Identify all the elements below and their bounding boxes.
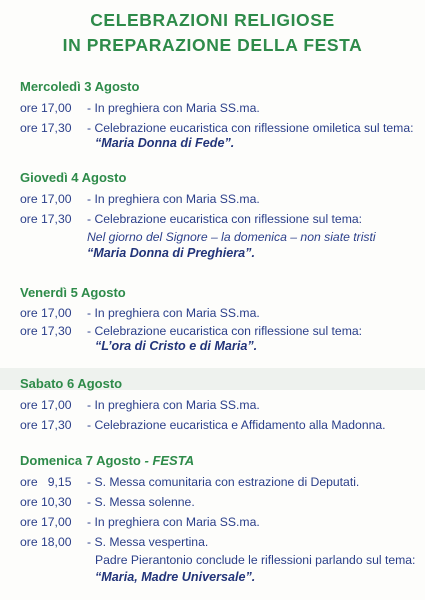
schedule-time: ore 17,30 — [20, 418, 72, 432]
schedule-time: ore 17,30 — [20, 324, 72, 338]
schedule-text: - S. Messa comunitaria con estrazione di Deputati. — [87, 475, 360, 489]
schedule-time: ore 17,30 — [20, 212, 72, 226]
schedule-time: ore 18,00 — [20, 535, 72, 549]
schedule-time: ore 17,00 — [20, 192, 72, 206]
theme-title: “Maria Donna di Fede”. — [95, 136, 235, 150]
schedule-text: - In preghiera con Maria SS.ma. — [87, 101, 260, 115]
schedule-text: - In preghiera con Maria SS.ma. — [87, 515, 260, 529]
day-heading-festa: - FESTA — [144, 453, 195, 468]
schedule-time: ore 17,00 — [20, 515, 72, 529]
title-line-2: IN PREPARAZIONE DELLA FESTA — [62, 35, 363, 55]
schedule-text: - Celebrazione eucaristica e Affidamento alla Madonna. — [87, 418, 386, 432]
schedule-time: ore 17,00 — [20, 398, 72, 412]
schedule-text: - Celebrazione eucaristica con riflessione omiletica sul tema: — [87, 121, 414, 135]
theme-title: “Maria, Madre Universale”. — [95, 570, 256, 584]
theme-title: “Maria Donna di Preghiera”. — [87, 246, 255, 260]
day-heading: Sabato 6 Agosto — [20, 376, 123, 391]
day-heading: Mercoledì 3 Agosto — [20, 79, 140, 94]
theme-note: Nel giorno del Signore – la domenica – non siate tristi — [87, 230, 376, 244]
day-heading — [20, 453, 194, 468]
closing-note: Padre Pierantonio conclude le riflessioni parlando sul tema: — [95, 553, 416, 567]
schedule-text: - S. Messa solenne. — [87, 495, 195, 509]
schedule-text: - Celebrazione eucaristica con riflessione sul tema: — [87, 212, 363, 226]
schedule-text: - In preghiera con Maria SS.ma. — [87, 398, 260, 412]
schedule-time: ore 17,00 — [20, 306, 72, 320]
schedule-time: ore 10,30 — [20, 495, 72, 509]
day-heading: Venerdì 5 Agosto — [20, 285, 126, 300]
schedule-text: - In preghiera con Maria SS.ma. — [87, 306, 260, 320]
theme-title: “L’ora di Cristo e di Maria”. — [95, 339, 258, 353]
title-line-1: CELEBRAZIONI RELIGIOSE — [90, 10, 335, 30]
day-heading-date: Domenica 7 Agosto — [20, 453, 141, 468]
day-heading: Giovedì 4 Agosto — [20, 170, 127, 185]
schedule-time: ore 9,15 — [20, 475, 72, 489]
schedule-text: - Celebrazione eucaristica con riflessione sul tema: — [87, 324, 363, 338]
page-title — [0, 8, 425, 58]
schedule-text: - S. Messa vespertina. — [87, 535, 209, 549]
schedule-time: ore 17,30 — [20, 121, 72, 135]
schedule-time: ore 17,00 — [20, 101, 72, 115]
schedule-text: - In preghiera con Maria SS.ma. — [87, 192, 260, 206]
